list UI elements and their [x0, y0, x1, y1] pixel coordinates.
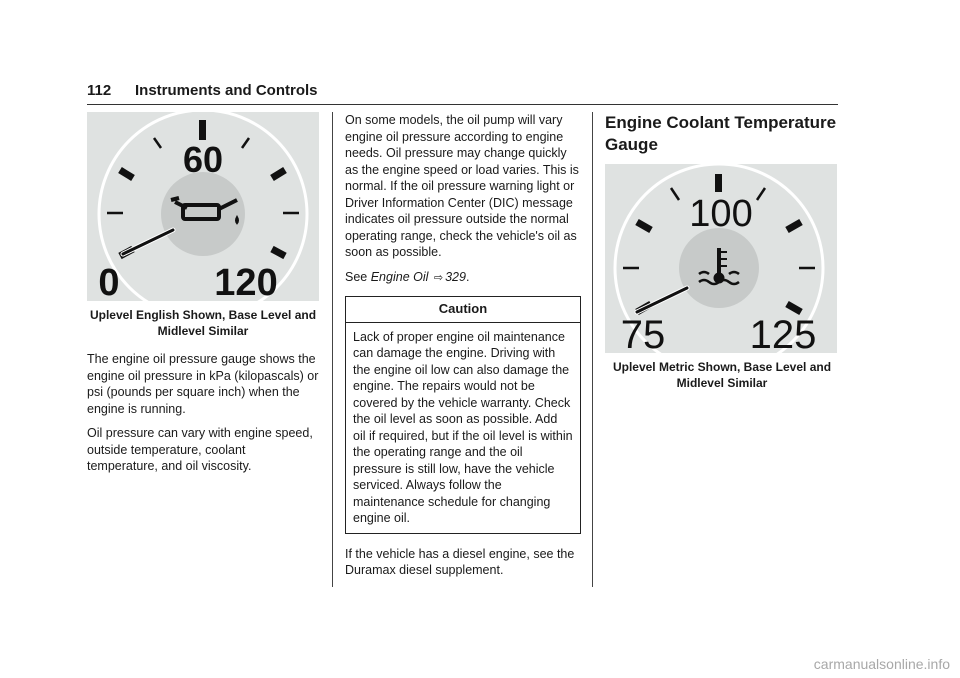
gauge-label-125: 125	[749, 313, 817, 353]
engine-oil-link[interactable]: Engine Oil	[370, 269, 429, 284]
col2-paragraph-1: On some models, the oil pump will vary engine oil pressure according to engine needs. Oil pressure may change quickly as the engine speed or load varies. This is normal. If the oil pressure warning light or Driver Information Center (DIC) message indicates oil pressure outside the normal operating range, check the vehicle's oil as soon as possible.	[345, 113, 579, 259]
col2-paragraph-2: If the vehicle has a diesel engine, see the Duramax diesel supplement.	[345, 546, 575, 577]
page-number: 112	[87, 82, 112, 99]
col1-paragraph-1: The engine oil pressure gauge shows the engine oil pressure in kPa (kilopascals) or psi (pounds per square inch) when the engine is running.	[87, 352, 319, 416]
coolant-gauge-figure	[605, 164, 837, 353]
gauge-label-100: 100	[689, 193, 753, 235]
coolant-gauge-illustration	[605, 164, 837, 353]
see-prefix: See	[345, 269, 371, 284]
column-divider-1	[332, 112, 333, 587]
caution-box	[345, 296, 581, 534]
gauge-label-75: 75	[620, 313, 666, 353]
section-title: Instruments and Controls	[135, 82, 318, 99]
oil-gauge-caption: Uplevel English Shown, Base Level and Midlevel Similar	[89, 308, 317, 338]
gauge-label-120: 120	[214, 262, 278, 301]
page-arrow-icon: ⇨	[433, 271, 444, 284]
oil-pressure-gauge-figure	[87, 112, 319, 301]
col1-paragraph-2: Oil pressure can vary with engine speed, outside temperature, coolant temperature, and oil viscosity.	[87, 426, 313, 473]
see-suffix: .	[465, 269, 470, 284]
watermark: carmanualsonline.info	[813, 656, 950, 672]
column-middle	[345, 112, 581, 587]
column-left	[87, 112, 319, 483]
page-header	[87, 82, 838, 105]
oil-pressure-gauge-illustration	[87, 112, 319, 301]
engine-oil-page[interactable]: 329	[445, 269, 466, 284]
see-reference	[345, 269, 581, 287]
coolant-heading: Engine Coolant Temperature Gauge	[605, 113, 837, 154]
gauge-label-60: 60	[182, 139, 224, 180]
caution-body: Lack of proper engine oil maintenance can damage the engine. Driving with the engine oil low can also damage the engine. The repairs would not be covered by the vehicle warranty. Check the oil level as soon as possible. Add oil if required, but if the oil level is within the operating range and the oil pressure is still low, have the vehicle serviced. Always follow the maintenance schedule for changing engine oil.	[353, 329, 573, 525]
column-right	[605, 112, 839, 403]
gauge-label-0: 0	[98, 262, 120, 301]
caution-title: Caution	[346, 297, 580, 323]
column-divider-2	[592, 112, 593, 587]
coolant-gauge-caption: Uplevel Metric Shown, Base Level and Midlevel Similar	[612, 360, 832, 390]
